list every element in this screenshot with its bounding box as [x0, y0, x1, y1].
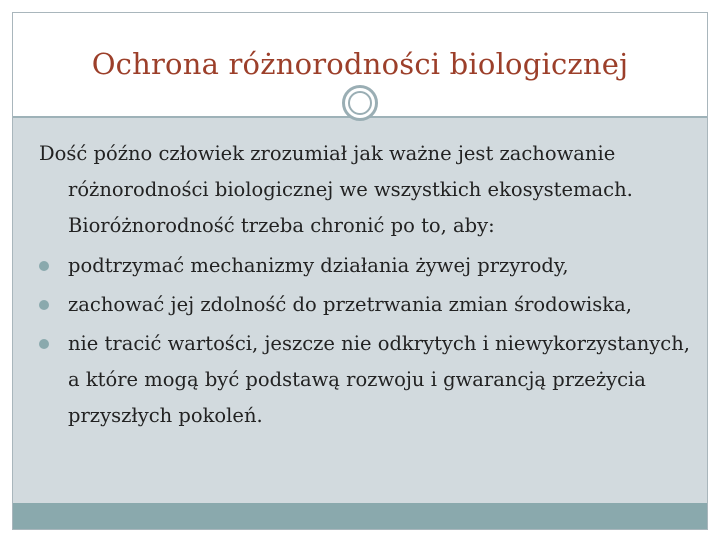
bullet-item	[39, 248, 699, 284]
circle-ornament-inner-ring	[348, 91, 372, 115]
intro-paragraph: Dość późno człowiek zrozumiał jak ważne jest zachowanie różnorodności biologicznej we wszystkich ekosystemach. Bioróżnorodność trzeba chronić po to, aby:	[39, 142, 633, 237]
bullet-dot-icon	[39, 300, 49, 310]
bullet-list	[39, 248, 699, 434]
bullet-text: nie tracić wartości, jeszcze nie odkrytych i niewykorzystanych, a które mogą być podstawą rozwoju i gwarancją przeżycia przyszłych pokoleń.	[68, 332, 690, 427]
slide	[12, 12, 708, 530]
circle-ornament-icon	[342, 85, 378, 121]
bullet-item	[39, 287, 699, 323]
slide-content	[39, 136, 699, 437]
bullet-dot-icon	[39, 339, 49, 349]
footer-bar	[13, 503, 707, 529]
bullet-text: podtrzymać mechanizmy działania żywej przyrody,	[68, 254, 569, 277]
bullet-dot-icon	[39, 261, 49, 271]
bullet-item	[39, 326, 699, 434]
bullet-text: zachować jej zdolność do przetrwania zmian środowiska,	[68, 293, 632, 316]
slide-title: Ochrona różnorodności biologicznej	[91, 47, 629, 81]
